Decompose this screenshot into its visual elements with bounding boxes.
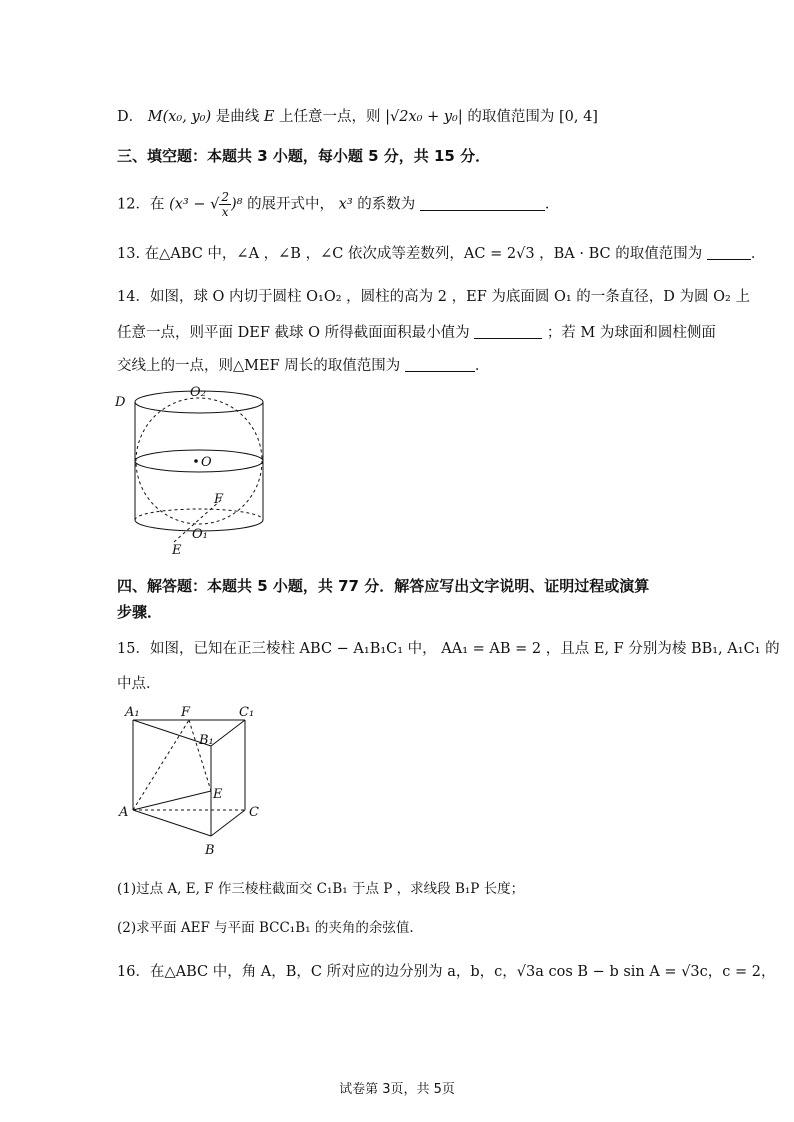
sphere-outline <box>136 398 262 524</box>
label-O1: O₁ <box>192 527 208 542</box>
answer-blank[interactable] <box>420 196 545 211</box>
page-footer: 试卷第 3页，共 5页 <box>339 1082 455 1097</box>
segment-ae <box>133 791 211 810</box>
label-C: C <box>249 805 259 820</box>
label-O: O <box>201 455 212 470</box>
label-A1: A₁ <box>125 705 140 720</box>
center-o-dot <box>194 459 198 463</box>
label-B1: B₁ <box>199 733 214 748</box>
section-4-heading-line-1: 四、解答题：本题共 5 小题，共 77 分．解答应写出文字说明、证明过程或演算 <box>117 577 650 595</box>
edge-ab <box>133 810 211 836</box>
question-14-line-1: 14．如图，球 O 内切于圆柱 O₁O₂ ，圆柱的高为 2 ，EF 为底面圆 O₁ 的一条直径，D 为圆 O₂ 上 <box>117 289 750 305</box>
prism-figure <box>115 700 275 862</box>
answer-blank[interactable] <box>474 324 542 339</box>
question-14-line-2: 任意一点，则平面 DEF 截球 O 所得截面面积最小值为 ；若 M 为球面和圆柱侧面 <box>117 325 716 341</box>
label-E: E <box>172 543 182 558</box>
label-E: E <box>213 787 223 802</box>
label-A: A <box>119 805 129 820</box>
question-12: 12．在 (x³ − √ $\frac{2}{x}$ )⁸ 的展开式中， x³ 的系数为 ． <box>117 190 560 219</box>
section-3-heading: 三、填空题：本题共 3 小题，每小题 5 分，共 15 分． <box>117 147 491 165</box>
fraction: $\frac{2}{x}$ <box>221 190 229 219</box>
question-15-part-1: (1)过点 A, E, F 作三棱柱截面交 C₁B₁ 于点 P ，求线段 B₁P 长度； <box>117 881 525 897</box>
option-label: D． <box>117 109 144 125</box>
question-13: 13. 在△ABC 中，∠A ，∠B ，∠C 依次成等差数列，AC = 2√3 ，BA · BC 的取值范围为 ． <box>117 246 766 262</box>
label-F: F <box>181 705 191 720</box>
label-B: B <box>205 843 215 858</box>
option-d: D． M(x₀, y₀) 是曲线 E 上任意一点，则 |√2x₀ + y₀| 的取值范围为 [0, 4] <box>117 109 598 125</box>
label-C1: C₁ <box>239 705 255 720</box>
question-15-part-2: (2)求平面 AEF 与平面 BCC₁B₁ 的夹角的余弦值. <box>117 920 414 936</box>
segment-fe <box>189 720 211 791</box>
section-4-heading-line-2: 步骤． <box>117 603 163 621</box>
label-D: D <box>115 395 126 410</box>
label-O2: O₂ <box>190 385 206 400</box>
label-F: F <box>214 492 224 507</box>
edge-bc <box>211 810 245 836</box>
answer-blank[interactable] <box>707 245 751 260</box>
question-15-line-2: 中点． <box>117 676 161 692</box>
equator-ellipse <box>135 450 263 472</box>
question-16: 16．在△ABC 中，角 A，B，C 所对应的边分别为 a，b，c，√3a cos B − b sin A = √3c，c = 2， <box>117 964 776 980</box>
question-14-line-3: 交线上的一点，则△MEF 周长的取值范围为 ． <box>117 358 490 374</box>
cylinder-sphere-figure <box>110 380 290 560</box>
answer-blank[interactable] <box>405 357 475 372</box>
segment-af <box>133 720 189 810</box>
edge-b1c1 <box>211 720 245 746</box>
question-15-line-1: 15．如图，已知在正三棱柱 ABC − A₁B₁C₁ 中， AA₁ = AB = 2 ，且点 E, F 分别为棱 BB₁, A₁C₁ 的 <box>117 641 780 657</box>
bottom-ellipse-back <box>135 509 263 520</box>
